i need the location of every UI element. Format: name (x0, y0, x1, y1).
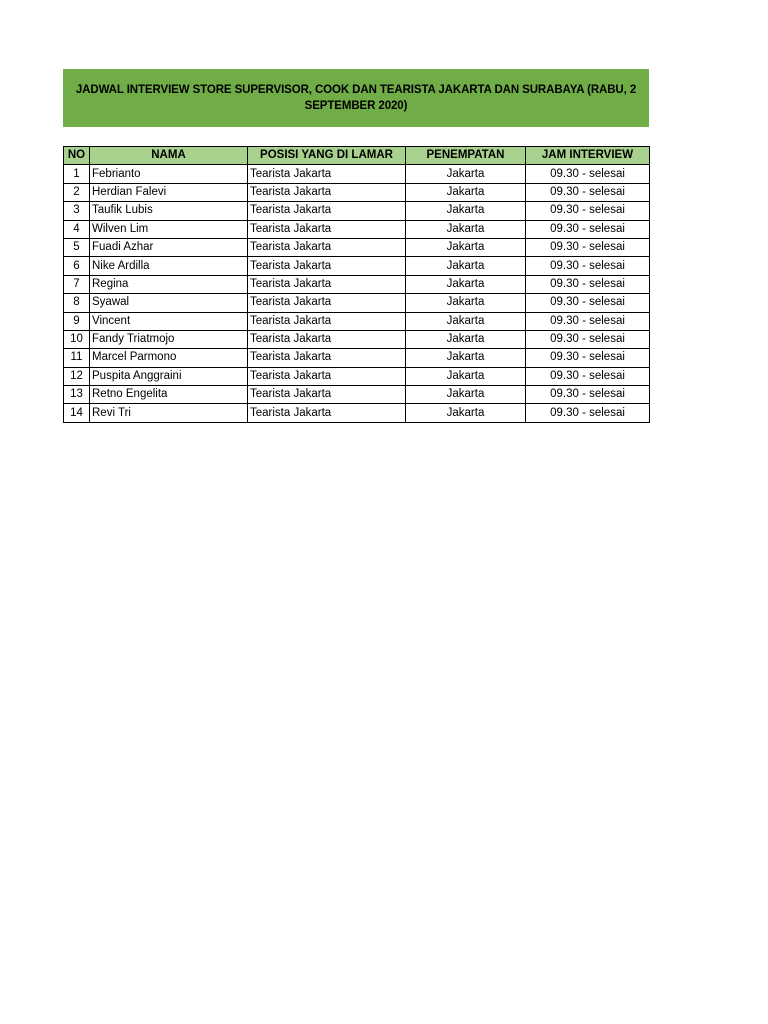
cell-no: 3 (64, 202, 90, 220)
cell-posisi: Tearista Jakarta (248, 294, 406, 312)
cell-nama: Fuadi Azhar (90, 238, 248, 256)
cell-no: 4 (64, 220, 90, 238)
cell-no: 8 (64, 294, 90, 312)
cell-no: 13 (64, 386, 90, 404)
cell-jam-interview: 09.30 - selesai (526, 349, 650, 367)
cell-penempatan: Jakarta (406, 294, 526, 312)
cell-penempatan: Jakarta (406, 202, 526, 220)
table-row (64, 238, 650, 256)
title-banner (63, 69, 649, 127)
cell-posisi: Tearista Jakarta (248, 367, 406, 385)
table-body (64, 165, 650, 422)
cell-penempatan: Jakarta (406, 330, 526, 348)
table-row (64, 312, 650, 330)
cell-posisi: Tearista Jakarta (248, 183, 406, 201)
cell-posisi: Tearista Jakarta (248, 257, 406, 275)
cell-posisi: Tearista Jakarta (248, 349, 406, 367)
cell-posisi: Tearista Jakarta (248, 220, 406, 238)
cell-nama: Taufik Lubis (90, 202, 248, 220)
header-penempatan: PENEMPATAN (406, 147, 526, 165)
cell-jam-interview: 09.30 - selesai (526, 202, 650, 220)
table-row (64, 165, 650, 183)
cell-nama: Fandy Triatmojo (90, 330, 248, 348)
cell-no: 14 (64, 404, 90, 422)
cell-nama: Marcel Parmono (90, 349, 248, 367)
cell-penempatan: Jakarta (406, 367, 526, 385)
cell-posisi: Tearista Jakarta (248, 275, 406, 293)
cell-jam-interview: 09.30 - selesai (526, 312, 650, 330)
header-posisi: POSISI YANG DI LAMAR (248, 147, 406, 165)
table-header-row (64, 147, 650, 165)
cell-penempatan: Jakarta (406, 183, 526, 201)
header-jam-interview: JAM INTERVIEW (526, 147, 650, 165)
cell-no: 6 (64, 257, 90, 275)
cell-jam-interview: 09.30 - selesai (526, 220, 650, 238)
cell-jam-interview: 09.30 - selesai (526, 183, 650, 201)
cell-no: 12 (64, 367, 90, 385)
cell-nama: Puspita Anggraini (90, 367, 248, 385)
cell-nama: Regina (90, 275, 248, 293)
header-no: NO (64, 147, 90, 165)
table-row (64, 257, 650, 275)
cell-nama: Retno Engelita (90, 386, 248, 404)
table-row (64, 202, 650, 220)
cell-nama: Febrianto (90, 165, 248, 183)
cell-nama: Herdian Falevi (90, 183, 248, 201)
cell-no: 5 (64, 238, 90, 256)
cell-posisi: Tearista Jakarta (248, 202, 406, 220)
cell-penempatan: Jakarta (406, 349, 526, 367)
cell-penempatan: Jakarta (406, 165, 526, 183)
table-row (64, 367, 650, 385)
cell-jam-interview: 09.30 - selesai (526, 238, 650, 256)
document-title: JADWAL INTERVIEW STORE SUPERVISOR, COOK DAN TEARISTA JAKARTA DAN SURABAYA (RABU, 2 SEPTEMBER 2020) (75, 84, 637, 112)
cell-jam-interview: 09.30 - selesai (526, 367, 650, 385)
cell-penempatan: Jakarta (406, 404, 526, 422)
cell-nama: Vincent (90, 312, 248, 330)
cell-penempatan: Jakarta (406, 386, 526, 404)
cell-nama: Revi Tri (90, 404, 248, 422)
cell-no: 9 (64, 312, 90, 330)
table-row (64, 386, 650, 404)
cell-posisi: Tearista Jakarta (248, 238, 406, 256)
cell-penempatan: Jakarta (406, 312, 526, 330)
cell-penempatan: Jakarta (406, 257, 526, 275)
cell-jam-interview: 09.30 - selesai (526, 165, 650, 183)
cell-no: 2 (64, 183, 90, 201)
cell-no: 11 (64, 349, 90, 367)
cell-jam-interview: 09.30 - selesai (526, 386, 650, 404)
table-row (64, 220, 650, 238)
cell-posisi: Tearista Jakarta (248, 330, 406, 348)
table-row (64, 404, 650, 422)
cell-nama: Wilven Lim (90, 220, 248, 238)
table-row (64, 275, 650, 293)
cell-jam-interview: 09.30 - selesai (526, 275, 650, 293)
cell-posisi: Tearista Jakarta (248, 312, 406, 330)
table-row (64, 294, 650, 312)
table-row (64, 349, 650, 367)
table-row (64, 183, 650, 201)
cell-jam-interview: 09.30 - selesai (526, 294, 650, 312)
cell-no: 1 (64, 165, 90, 183)
cell-penempatan: Jakarta (406, 238, 526, 256)
cell-nama: Syawal (90, 294, 248, 312)
cell-penempatan: Jakarta (406, 275, 526, 293)
table-row (64, 330, 650, 348)
cell-posisi: Tearista Jakarta (248, 165, 406, 183)
cell-penempatan: Jakarta (406, 220, 526, 238)
header-nama: NAMA (90, 147, 248, 165)
cell-posisi: Tearista Jakarta (248, 404, 406, 422)
cell-posisi: Tearista Jakarta (248, 386, 406, 404)
cell-nama: Nike Ardilla (90, 257, 248, 275)
cell-no: 10 (64, 330, 90, 348)
cell-no: 7 (64, 275, 90, 293)
interview-schedule-table (63, 146, 650, 423)
cell-jam-interview: 09.30 - selesai (526, 257, 650, 275)
cell-jam-interview: 09.30 - selesai (526, 404, 650, 422)
cell-jam-interview: 09.30 - selesai (526, 330, 650, 348)
